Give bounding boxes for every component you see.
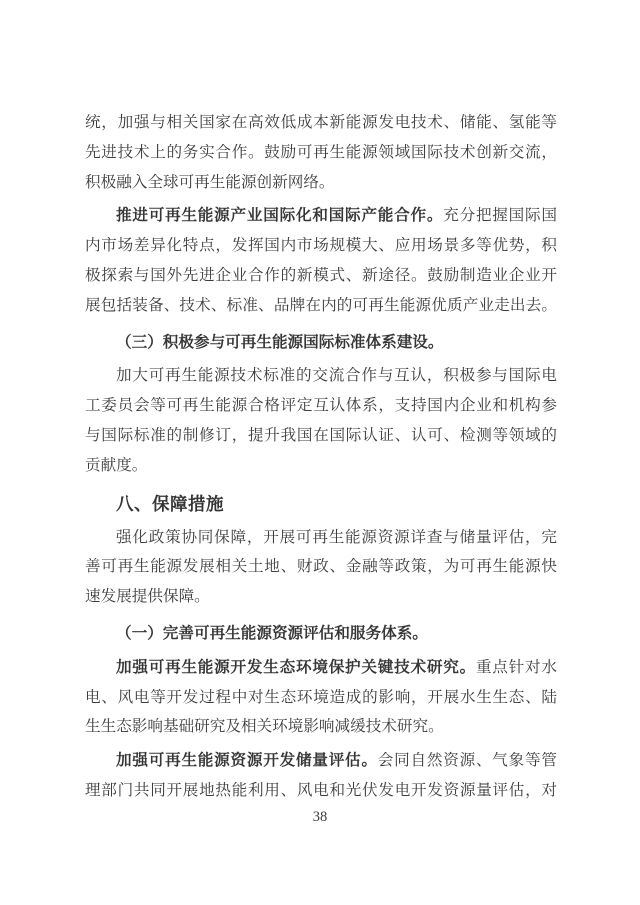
body-text: 强化政策协同保障，开展可再生能源资源详查与储量评估，完 [116,528,557,546]
body-text: 先进技术上的务实合作。鼓励可再生能源领域国际技术创新交流， [85,143,557,161]
section-heading [85,489,557,519]
page-number: 38 [312,809,328,825]
text-line [85,653,557,683]
body-text: 充分把握国际国 [443,207,557,225]
text-line [85,619,557,649]
text-line [85,291,557,321]
text-line [85,261,557,291]
text-content [85,108,557,806]
text-line [85,489,557,519]
text-line [85,231,557,261]
text-line [85,168,557,198]
text-line [85,391,557,421]
text-line [85,776,557,806]
paragraph [85,361,557,480]
text-line [85,582,557,612]
body-text: 统，加强与相关国家在高效低成本新能源发电技术、储能、氢能等 [85,114,557,131]
bold-lead-text: （三）积极参与可再生能源国际标准体系建设。 [116,333,444,351]
bold-lead-text: 推进可再生能源产业国际化和国际产能合作。 [116,207,444,225]
text-line [85,201,557,231]
paragraph [85,108,557,197]
text-line [85,361,557,391]
body-text: 八、保障措施 [116,493,224,514]
body-text: 贡献度。 [85,456,148,474]
text-line [85,328,557,358]
body-text: 与国际标准的制修订，提升我国在国际认证、认可、检测等领域的 [85,426,557,444]
text-line [85,421,557,451]
text-line [85,138,557,168]
body-text: 积极融入全球可再生能源创新网络。 [85,173,335,191]
text-line [85,712,557,742]
body-text: 速发展提供保障。 [85,588,210,606]
text-line [85,746,557,776]
bold-lead-text: 加强可再生能源资源开发储量评估。 [116,752,378,770]
body-text: 会同自然资源、气象等管 [377,752,557,770]
paragraph [85,746,557,806]
body-text: 加大可再生能源技术标准的交流合作与互认，积极参与国际电 [116,367,557,385]
bold-lead-text: （一）完善可再生能源资源评估和服务体系。 [116,624,428,642]
body-text: 生生态影响基础研究及相关环境影响减缓技术研究。 [85,718,444,736]
body-text: 善可再生能源发展相关土地、财政、金融等政策，为可再生能源快 [85,558,557,576]
section-heading [85,619,557,649]
section-heading [85,328,557,358]
paragraph [85,523,557,612]
paragraph [85,653,557,742]
body-text: 重点针对水 [475,658,557,676]
body-text: 电、风电等开发过程中对生态环境造成的影响，开展水生生态、陆 [85,688,557,706]
text-line [85,552,557,582]
text-line [85,523,557,553]
body-text: 理部门共同开展地热能利用、风电和光伏发电开发资源量评估，对 [85,781,557,799]
text-line [85,451,557,481]
bold-lead-text: 加强可再生能源开发生态环境保护关键技术研究。 [116,658,476,676]
text-line [85,108,557,138]
paragraph [85,201,557,320]
body-text: 极探索与国外先进企业合作的新模式、新途径。鼓励制造业企业开 [85,266,557,284]
body-text: 工委员会等可再生能源合格评定互认体系，支持国内企业和机构参 [85,397,557,415]
text-line [85,683,557,713]
body-text: 内市场差异化特点，发挥国内市场规模大、应用场景多等优势，积 [85,237,557,255]
body-text: 展包括装备、技术、标准、品牌在内的可再生能源优质产业走出去。 [85,296,557,314]
